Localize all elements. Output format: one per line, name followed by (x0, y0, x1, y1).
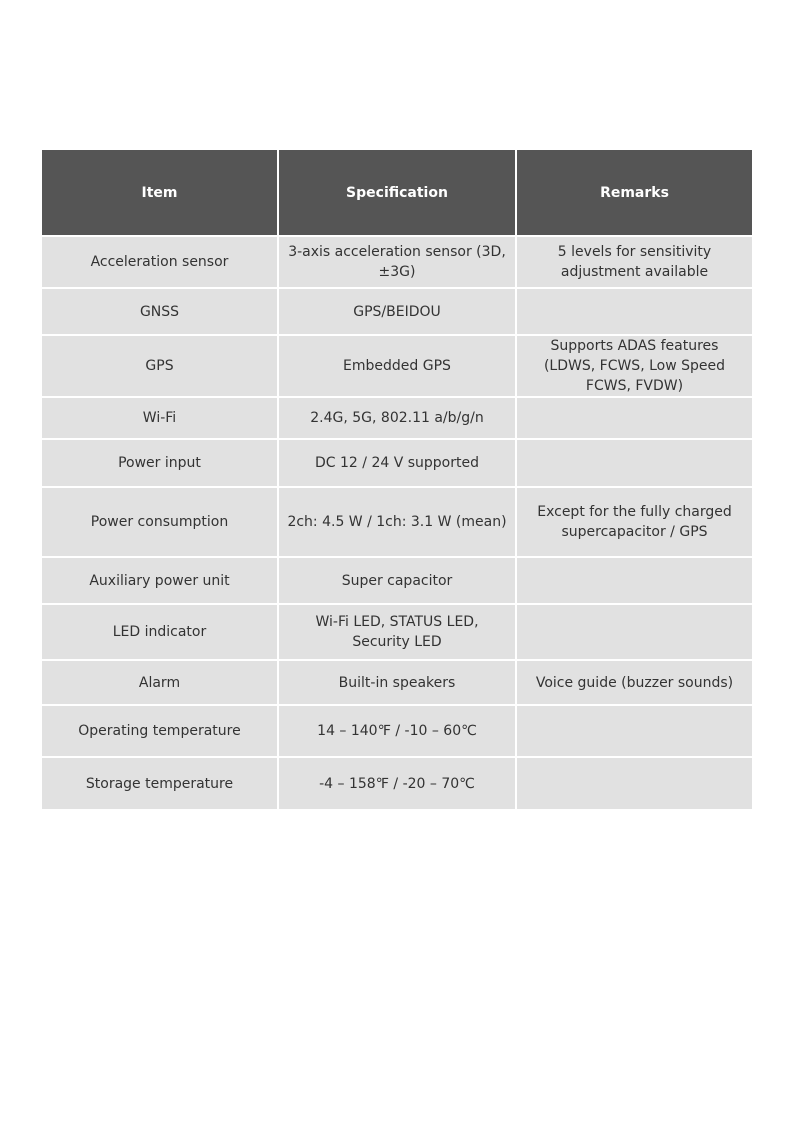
spec-cell: 14 – 140℉ / -10 – 60℃ (278, 705, 516, 757)
item-cell: GNSS (42, 288, 278, 335)
remarks-cell (516, 397, 752, 439)
item-cell: Auxiliary power unit (42, 557, 278, 604)
spec-cell: 3-axis acceleration sensor (3D, ±3G) (278, 236, 516, 288)
spec-cell: DC 12 / 24 V supported (278, 439, 516, 487)
item-cell: LED indicator (42, 604, 278, 660)
table-row (42, 288, 752, 335)
table-row (42, 705, 752, 757)
remarks-cell: Except for the fully charged supercapacitor / GPS (516, 487, 752, 557)
table-row (42, 487, 752, 557)
header-item: Item (42, 150, 278, 236)
remarks-cell (516, 604, 752, 660)
remarks-cell (516, 288, 752, 335)
remarks-cell (516, 557, 752, 604)
remarks-cell: Voice guide (buzzer sounds) (516, 660, 752, 705)
table-row (42, 557, 752, 604)
spec-cell: Wi-Fi LED, STATUS LED, Security LED (278, 604, 516, 660)
item-cell: Wi-Fi (42, 397, 278, 439)
table-row (42, 660, 752, 705)
remarks-cell (516, 757, 752, 809)
table-header-row (42, 150, 752, 236)
header-remarks: Remarks (516, 150, 752, 236)
spec-cell: -4 – 158℉ / -20 – 70℃ (278, 757, 516, 809)
item-cell: Power input (42, 439, 278, 487)
table-row (42, 335, 752, 397)
spec-cell: Built-in speakers (278, 660, 516, 705)
item-cell: GPS (42, 335, 278, 397)
spec-cell: GPS/BEIDOU (278, 288, 516, 335)
spec-cell: 2.4G, 5G, 802.11 a/b/g/n (278, 397, 516, 439)
item-cell: Storage temperature (42, 757, 278, 809)
item-cell: Acceleration sensor (42, 236, 278, 288)
item-cell: Power consumption (42, 487, 278, 557)
table-row (42, 236, 752, 288)
spec-cell: Super capacitor (278, 557, 516, 604)
remarks-cell: 5 levels for sensitivity adjustment available (516, 236, 752, 288)
remarks-cell: Supports ADAS features (LDWS, FCWS, Low Speed FCWS, FVDW) (516, 335, 752, 397)
table-row (42, 604, 752, 660)
item-cell: Operating temperature (42, 705, 278, 757)
table-row (42, 397, 752, 439)
table-row (42, 757, 752, 809)
specification-table (42, 150, 752, 809)
header-specification: Specification (278, 150, 516, 236)
spec-cell: Embedded GPS (278, 335, 516, 397)
table-row (42, 439, 752, 487)
spec-cell: 2ch: 4.5 W / 1ch: 3.1 W (mean) (278, 487, 516, 557)
item-cell: Alarm (42, 660, 278, 705)
remarks-cell (516, 439, 752, 487)
remarks-cell (516, 705, 752, 757)
